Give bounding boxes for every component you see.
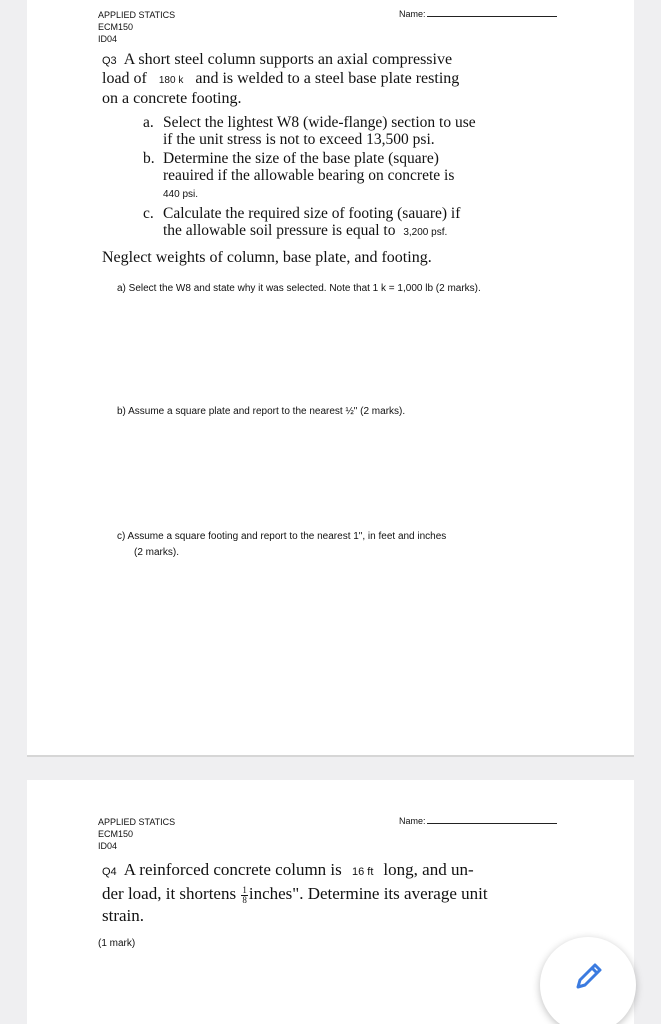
item-label: c. (143, 205, 154, 222)
question-line: A reinforced concrete column is (123, 860, 342, 879)
course-code: ECM150 (98, 22, 134, 32)
task-line: (2 marks). (134, 547, 179, 558)
name-label: Name: (399, 9, 426, 19)
task-b: b) Assume a square plate and report to the nearest ½" (2 marks). (117, 406, 406, 417)
header-block (98, 816, 175, 852)
question-line: on a concrete footing. (102, 90, 242, 107)
section-id: ID04 (98, 34, 118, 44)
name-underline (427, 816, 557, 824)
item-line: reauired if the allowable bearing on concrete is (163, 167, 455, 184)
question-line: load of (102, 70, 147, 87)
item-line: Determine the size of the base plate (square) (163, 150, 439, 167)
name-field (399, 816, 557, 826)
fraction-numerator: 1 (242, 884, 247, 895)
question-line: der load, it shortens (102, 884, 237, 903)
question-line: A short steel column supports an axial compressive (123, 51, 453, 68)
item-label: b. (143, 150, 155, 167)
pencil-icon (572, 959, 606, 993)
bearing-value: 440 psi. (163, 189, 199, 200)
marks-note: (1 mark) (98, 938, 136, 949)
soil-pressure-value: 3,200 psf. (403, 227, 448, 238)
question-line: and is welded to a steel base plate resting (195, 70, 460, 87)
task-a: a) Select the W8 and state why it was selected. Note that 1 k = 1,000 lb (2 marks). (117, 283, 481, 294)
item-line: the allowable soil pressure is equal to (163, 222, 396, 239)
edit-button[interactable] (540, 937, 636, 1024)
item-line: Select the lightest W8 (wide-flange) section to use (163, 114, 476, 131)
section-id: ID04 (98, 841, 118, 851)
fraction-denominator: 8 (242, 894, 247, 905)
question-line: long, and un- (383, 860, 474, 879)
question-number: Q4 (102, 866, 117, 878)
name-underline (427, 9, 557, 17)
neglect-note: Neglect weights of column, base plate, and footing. (102, 249, 432, 266)
item-b (143, 150, 533, 203)
document-page-1 (27, 0, 634, 757)
question-line: strain. (102, 906, 145, 925)
column-length: 16 ft (352, 866, 374, 878)
item-a (143, 114, 533, 148)
question-3-text (102, 51, 542, 108)
course-title: APPLIED STATICS (98, 10, 176, 20)
task-line: c) Assume a square footing and report to the nearest 1", in feet and inches (117, 531, 447, 542)
name-field (399, 9, 557, 19)
shortening-fraction (241, 886, 248, 905)
item-c (143, 205, 543, 241)
name-label: Name: (399, 816, 426, 826)
task-c (117, 529, 446, 561)
course-code: ECM150 (98, 829, 134, 839)
question-number: Q3 (102, 55, 117, 67)
question-line: inches". Determine its average unit (248, 884, 488, 903)
question-4-text (102, 859, 602, 927)
header-block (98, 9, 175, 45)
course-title: APPLIED STATICS (98, 817, 176, 827)
item-label: a. (143, 114, 154, 131)
load-value: 180 k (158, 75, 184, 86)
item-line: if the unit stress is not to exceed 13,500 psi. (163, 131, 435, 148)
item-line: Calculate the required size of footing (sauare) if (163, 205, 461, 222)
